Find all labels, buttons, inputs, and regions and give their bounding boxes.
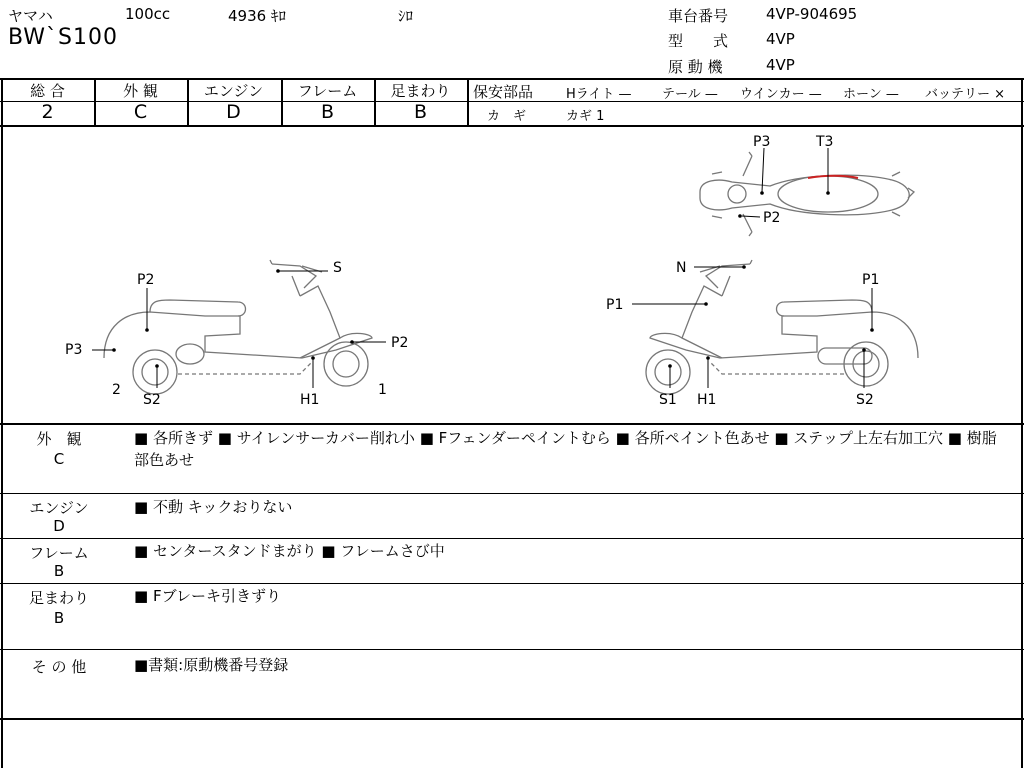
part-horn: ホーン — [843, 87, 899, 102]
grade-total-value: 2 [41, 101, 54, 123]
label-left-s: S [333, 260, 342, 276]
scooter-top-view [700, 152, 914, 236]
engine-value: 4VP [766, 56, 795, 74]
label-top-t3: T3 [816, 134, 834, 150]
label-left-1: 1 [378, 382, 387, 398]
grade-suspension-value: B [413, 101, 428, 123]
label-left-h1: H1 [300, 392, 320, 408]
note-divider [0, 538, 1024, 539]
note-suspension-text: ■ Fブレーキ引きずり [134, 587, 281, 605]
label-left-p2-top: P2 [137, 272, 155, 288]
note-other-category: そ の 他 [31, 658, 87, 676]
note-exterior-text: ■ 各所きず ■ サイレンサーカバー削れ小 ■ Fフェンダーペイントむら ■ 各所ペイント色あせ ■ ステップ上左右加工穴 ■ 樹脂部色あせ [134, 429, 997, 469]
label-right-s1: S1 [659, 392, 677, 408]
note-suspension-grade: B [53, 609, 65, 627]
label-left-p3: P3 [65, 342, 83, 358]
note-engine-category: エンジン [29, 499, 89, 517]
label-right-p1-left: P1 [606, 297, 624, 313]
part-battery: バッテリー × [925, 87, 1006, 102]
label-right-s2: S2 [856, 392, 874, 408]
note-divider [0, 583, 1024, 584]
key-label: カ ギ [487, 109, 527, 124]
part-winker: ウインカー — [740, 87, 822, 102]
note-divider [0, 649, 1024, 650]
divider-diagram [0, 423, 1024, 425]
part-headlight: Hライト — [566, 87, 632, 102]
displacement: 100cc [125, 5, 171, 23]
divider-bottom [0, 718, 1024, 720]
note-frame-grade: B [53, 562, 65, 580]
grade-frame-value: B [320, 101, 335, 123]
model-name: BW`S100 [8, 25, 119, 50]
note-frame-category: フレーム [29, 544, 89, 562]
grade-engine-label: エンジン [203, 82, 264, 100]
grade-suspension-label: 足まわり [390, 82, 451, 100]
safety-parts-label: 保安部品 [473, 83, 534, 101]
label-right-n: N [676, 260, 687, 276]
maker: ヤマハ [8, 7, 53, 25]
frame-no-value: 4VP-904695 [766, 5, 858, 23]
note-engine-grade: D [53, 517, 65, 535]
note-exterior-category: 外 観 [36, 430, 82, 448]
note-exterior-grade: C [53, 450, 65, 468]
scooter-diagram [0, 126, 1024, 422]
note-divider [0, 493, 1024, 494]
grade-exterior-label: 外 観 [123, 82, 158, 100]
grade-engine-value: D [226, 101, 241, 123]
part-tail: テール — [662, 87, 718, 102]
grade-total-label: 総 合 [30, 82, 65, 100]
engine-label: 原 動 機 [668, 58, 723, 76]
right-view-labels [606, 260, 879, 408]
note-suspension-category: 足まわり [28, 589, 89, 607]
note-frame-text: ■ センタースタンドまがり ■ フレームさび中 [134, 542, 445, 560]
label-right-h1: H1 [697, 392, 717, 408]
grade-exterior-value: C [133, 101, 148, 123]
label-top-p3: P3 [753, 134, 771, 150]
label-left-s2: S2 [143, 392, 161, 408]
grade-frame-label: フレーム [297, 82, 358, 100]
frame-no-label: 車台番号 [668, 7, 729, 25]
label-left-p2-right: P2 [391, 335, 409, 351]
note-engine-text: ■ 不動 キックおりない [134, 498, 293, 516]
label-left-2: 2 [112, 382, 121, 398]
color: ｼﾛ [398, 7, 414, 25]
type-label: 型 式 [668, 32, 729, 50]
grade-sep [467, 78, 469, 125]
mileage: 4936 ｷﾛ [228, 7, 286, 25]
type-value: 4VP [766, 30, 795, 48]
label-right-p1-right: P1 [862, 272, 880, 288]
note-other-text: ■書類:原動機番号登録 [134, 656, 289, 674]
label-top-p2: P2 [763, 210, 781, 226]
key-value: カギ 1 [566, 109, 605, 124]
